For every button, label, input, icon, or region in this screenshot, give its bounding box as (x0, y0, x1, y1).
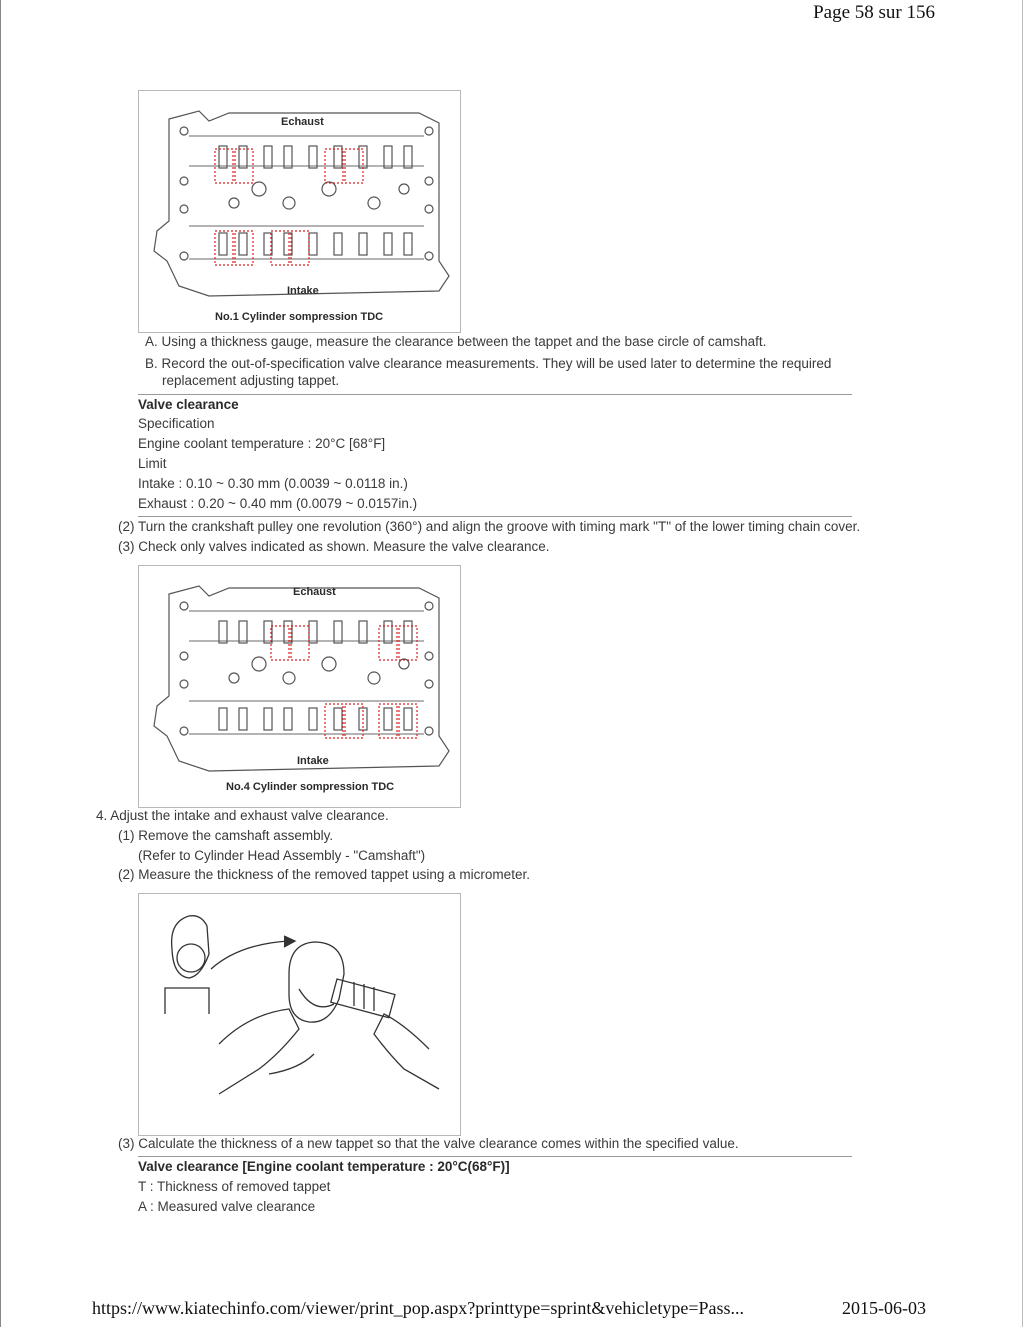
step-4-3-text: (3) Calculate the thickness of a new tappet so that the valve clearance comes within the specified value. (118, 1136, 739, 1151)
spec-limit: Limit (138, 456, 167, 471)
figure-label-exhaust: Echaust (293, 586, 336, 598)
figure-cylinder-1-tdc (138, 90, 461, 333)
step-2-text: (2) Turn the crankshaft pulley one revolution (360°) and align the groove with timing mark "T" of the lower timing chain cover. (118, 519, 861, 534)
page-right-border (1022, 0, 1023, 1327)
step-a-text: A. Using a thickness gauge, measure the clearance between the tappet and the base circle of camshaft. (145, 334, 767, 349)
divider (138, 394, 852, 395)
figure-label-exhaust: Echaust (281, 116, 324, 128)
spec-exhaust: Exhaust : 0.20 ~ 0.40 mm (0.0079 ~ 0.0157in.) (138, 496, 418, 511)
step-4-1-text: (1) Remove the camshaft assembly. (118, 828, 334, 843)
cylinder-head-diagram-4 (139, 566, 460, 807)
step-3-text: (3) Check only valves indicated as shown. Measure the valve clearance. (118, 539, 550, 554)
page-left-border (0, 0, 1, 1327)
step-b-text: B. Record the out-of-specification valve clearance measurements. They will be used later to determine the required (145, 356, 832, 371)
figure-caption: No.1 Cylinder sompression TDC (215, 311, 384, 323)
figure-label-intake: Intake (287, 285, 319, 297)
spec-label: Specification (138, 416, 215, 431)
figure-label-intake: Intake (297, 755, 329, 767)
divider (138, 1156, 852, 1157)
spec-temp: Engine coolant temperature : 20°C [68°F] (138, 436, 386, 451)
step-4-1-reference: (Refer to Cylinder Head Assembly - "Camshaft") (138, 848, 426, 863)
spec-2-t: T : Thickness of removed tappet (138, 1179, 331, 1194)
figure-micrometer (138, 893, 461, 1136)
step-4-title: 4. Adjust the intake and exhaust valve clearance. (96, 808, 389, 823)
spec-2-title: Valve clearance [Engine coolant temperature : 20°C(68°F)] (138, 1159, 510, 1174)
spec-intake: Intake : 0.10 ~ 0.30 mm (0.0039 ~ 0.0118 in.) (138, 476, 408, 491)
footer-date: 2015-06-03 (842, 1298, 926, 1318)
spec-2-a: A : Measured valve clearance (138, 1199, 316, 1214)
step-4-2-text: (2) Measure the thickness of the removed tappet using a micrometer. (118, 867, 530, 882)
spec-title: Valve clearance (138, 397, 239, 412)
figure-cylinder-4-tdc (138, 565, 461, 808)
figure-caption: No.4 Cylinder sompression TDC (226, 781, 395, 793)
page-number: Page 58 sur 156 (813, 2, 935, 23)
step-b-text-cont: replacement adjusting tappet. (162, 373, 340, 388)
footer-url: https://www.kiatechinfo.com/viewer/print_pop.aspx?printtype=sprint&vehicletype=Pass... (92, 1298, 745, 1318)
divider (138, 516, 852, 517)
micrometer-illustration (139, 894, 460, 1135)
